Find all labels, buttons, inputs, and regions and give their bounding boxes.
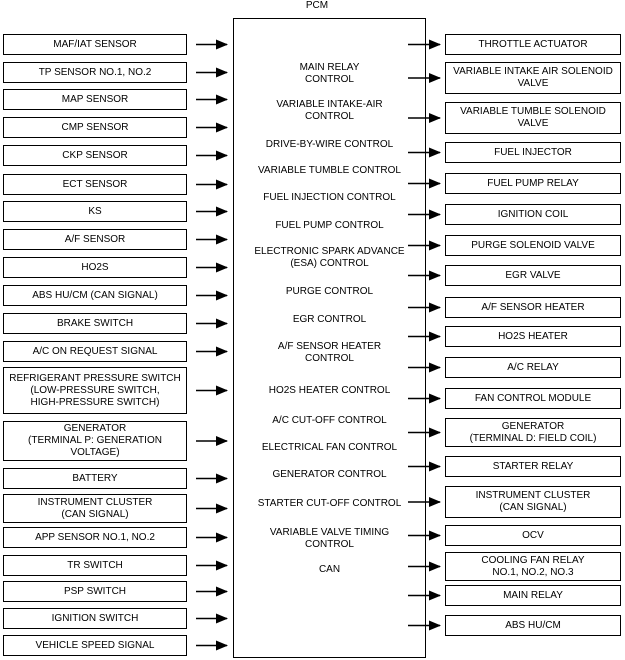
input-af-sensor: A/F SENSOR — [3, 229, 187, 250]
output-ocv: OCV — [445, 525, 621, 546]
output-purge-solenoid-valve: PURGE SOLENOID VALVE — [445, 235, 621, 256]
output-generator-terminal-d: GENERATOR (TERMINAL D: FIELD COIL) — [445, 418, 621, 447]
output-ac-relay: A/C RELAY — [445, 357, 621, 378]
input-ac-on-request: A/C ON REQUEST SIGNAL — [3, 341, 187, 362]
output-cooling-fan-relay: COOLING FAN RELAY NO.1, NO.2, NO.3 — [445, 552, 621, 581]
func-can: CAN — [318, 564, 341, 575]
input-instrument-cluster: INSTRUMENT CLUSTER (CAN SIGNAL) — [3, 494, 187, 523]
func-drive-by-wire-control: DRIVE-BY-WIRE CONTROL — [265, 139, 394, 150]
func-variable-tumble-control: VARIABLE TUMBLE CONTROL — [258, 165, 401, 176]
func-fuel-injection-control: FUEL INJECTION CONTROL — [263, 192, 396, 203]
input-tp-sensor: TP SENSOR NO.1, NO.2 — [3, 62, 187, 83]
input-map-sensor: MAP SENSOR — [3, 89, 187, 110]
input-refrigerant-pressure-switch: REFRIGERANT PRESSURE SWITCH (LOW-PRESSURE SWITCH, HIGH-PRESSURE SWITCH) — [3, 367, 187, 414]
input-tr-switch: TR SWITCH — [3, 555, 187, 576]
input-generator-terminal-p: GENERATOR (TERMINAL P: GENERATION VOLTAGE) — [3, 421, 187, 461]
func-ho2s-heater-control: HO2S HEATER CONTROL — [268, 385, 391, 396]
func-electrical-fan-control: ELECTRICAL FAN CONTROL — [261, 442, 398, 453]
output-main-relay: MAIN RELAY — [445, 585, 621, 606]
output-af-sensor-heater: A/F SENSOR HEATER — [445, 297, 621, 318]
input-brake-switch: BRAKE SWITCH — [3, 313, 187, 334]
output-fuel-injector: FUEL INJECTOR — [445, 142, 621, 163]
func-variable-valve-timing-control: VARIABLE VALVE TIMING CONTROL — [269, 527, 390, 550]
func-generator-control: GENERATOR CONTROL — [272, 469, 387, 480]
func-variable-intake-air-control: VARIABLE INTAKE-AIR CONTROL — [276, 99, 383, 122]
output-variable-intake-air-solenoid-valve: VARIABLE INTAKE AIR SOLENOID VALVE — [445, 62, 621, 94]
func-fuel-pump-control: FUEL PUMP CONTROL — [275, 220, 384, 231]
input-battery: BATTERY — [3, 468, 187, 489]
input-ignition-switch: IGNITION SWITCH — [3, 608, 187, 629]
output-ho2s-heater: HO2S HEATER — [445, 326, 621, 347]
output-egr-valve: EGR VALVE — [445, 265, 621, 286]
output-instrument-cluster: INSTRUMENT CLUSTER (CAN SIGNAL) — [445, 486, 621, 518]
func-egr-control: EGR CONTROL — [292, 314, 367, 325]
output-ignition-coil: IGNITION COIL — [445, 204, 621, 225]
func-starter-cut-off-control: STARTER CUT-OFF CONTROL — [257, 498, 402, 509]
output-throttle-actuator: THROTTLE ACTUATOR — [445, 34, 621, 55]
output-fan-control-module: FAN CONTROL MODULE — [445, 388, 621, 409]
output-starter-relay: STARTER RELAY — [445, 456, 621, 477]
func-ac-cut-off-control: A/C CUT-OFF CONTROL — [272, 415, 387, 426]
func-purge-control: PURGE CONTROL — [285, 286, 374, 297]
input-vehicle-speed-signal: VEHICLE SPEED SIGNAL — [3, 635, 187, 656]
input-ho2s: HO2S — [3, 257, 187, 278]
input-cmp-sensor: CMP SENSOR — [3, 117, 187, 138]
func-af-sensor-heater-control: A/F SENSOR HEATER CONTROL — [277, 341, 382, 364]
input-maf-iat-sensor: MAF/IAT SENSOR — [3, 34, 187, 55]
input-app-sensor: APP SENSOR NO.1, NO.2 — [3, 527, 187, 548]
input-ckp-sensor: CKP SENSOR — [3, 145, 187, 166]
output-abs-hu-cm: ABS HU/CM — [445, 615, 621, 636]
output-fuel-pump-relay: FUEL PUMP RELAY — [445, 173, 621, 194]
input-ect-sensor: ECT SENSOR — [3, 174, 187, 195]
output-variable-tumble-solenoid-valve: VARIABLE TUMBLE SOLENOID VALVE — [445, 102, 621, 134]
input-ks: KS — [3, 201, 187, 222]
pcm-title: PCM — [305, 0, 329, 11]
input-abs-hu-cm: ABS HU/CM (CAN SIGNAL) — [3, 285, 187, 306]
func-esa-control: ELECTRONIC SPARK ADVANCE (ESA) CONTROL — [254, 246, 405, 269]
func-main-relay-control: MAIN RELAY CONTROL — [299, 62, 360, 85]
input-psp-switch: PSP SWITCH — [3, 581, 187, 602]
